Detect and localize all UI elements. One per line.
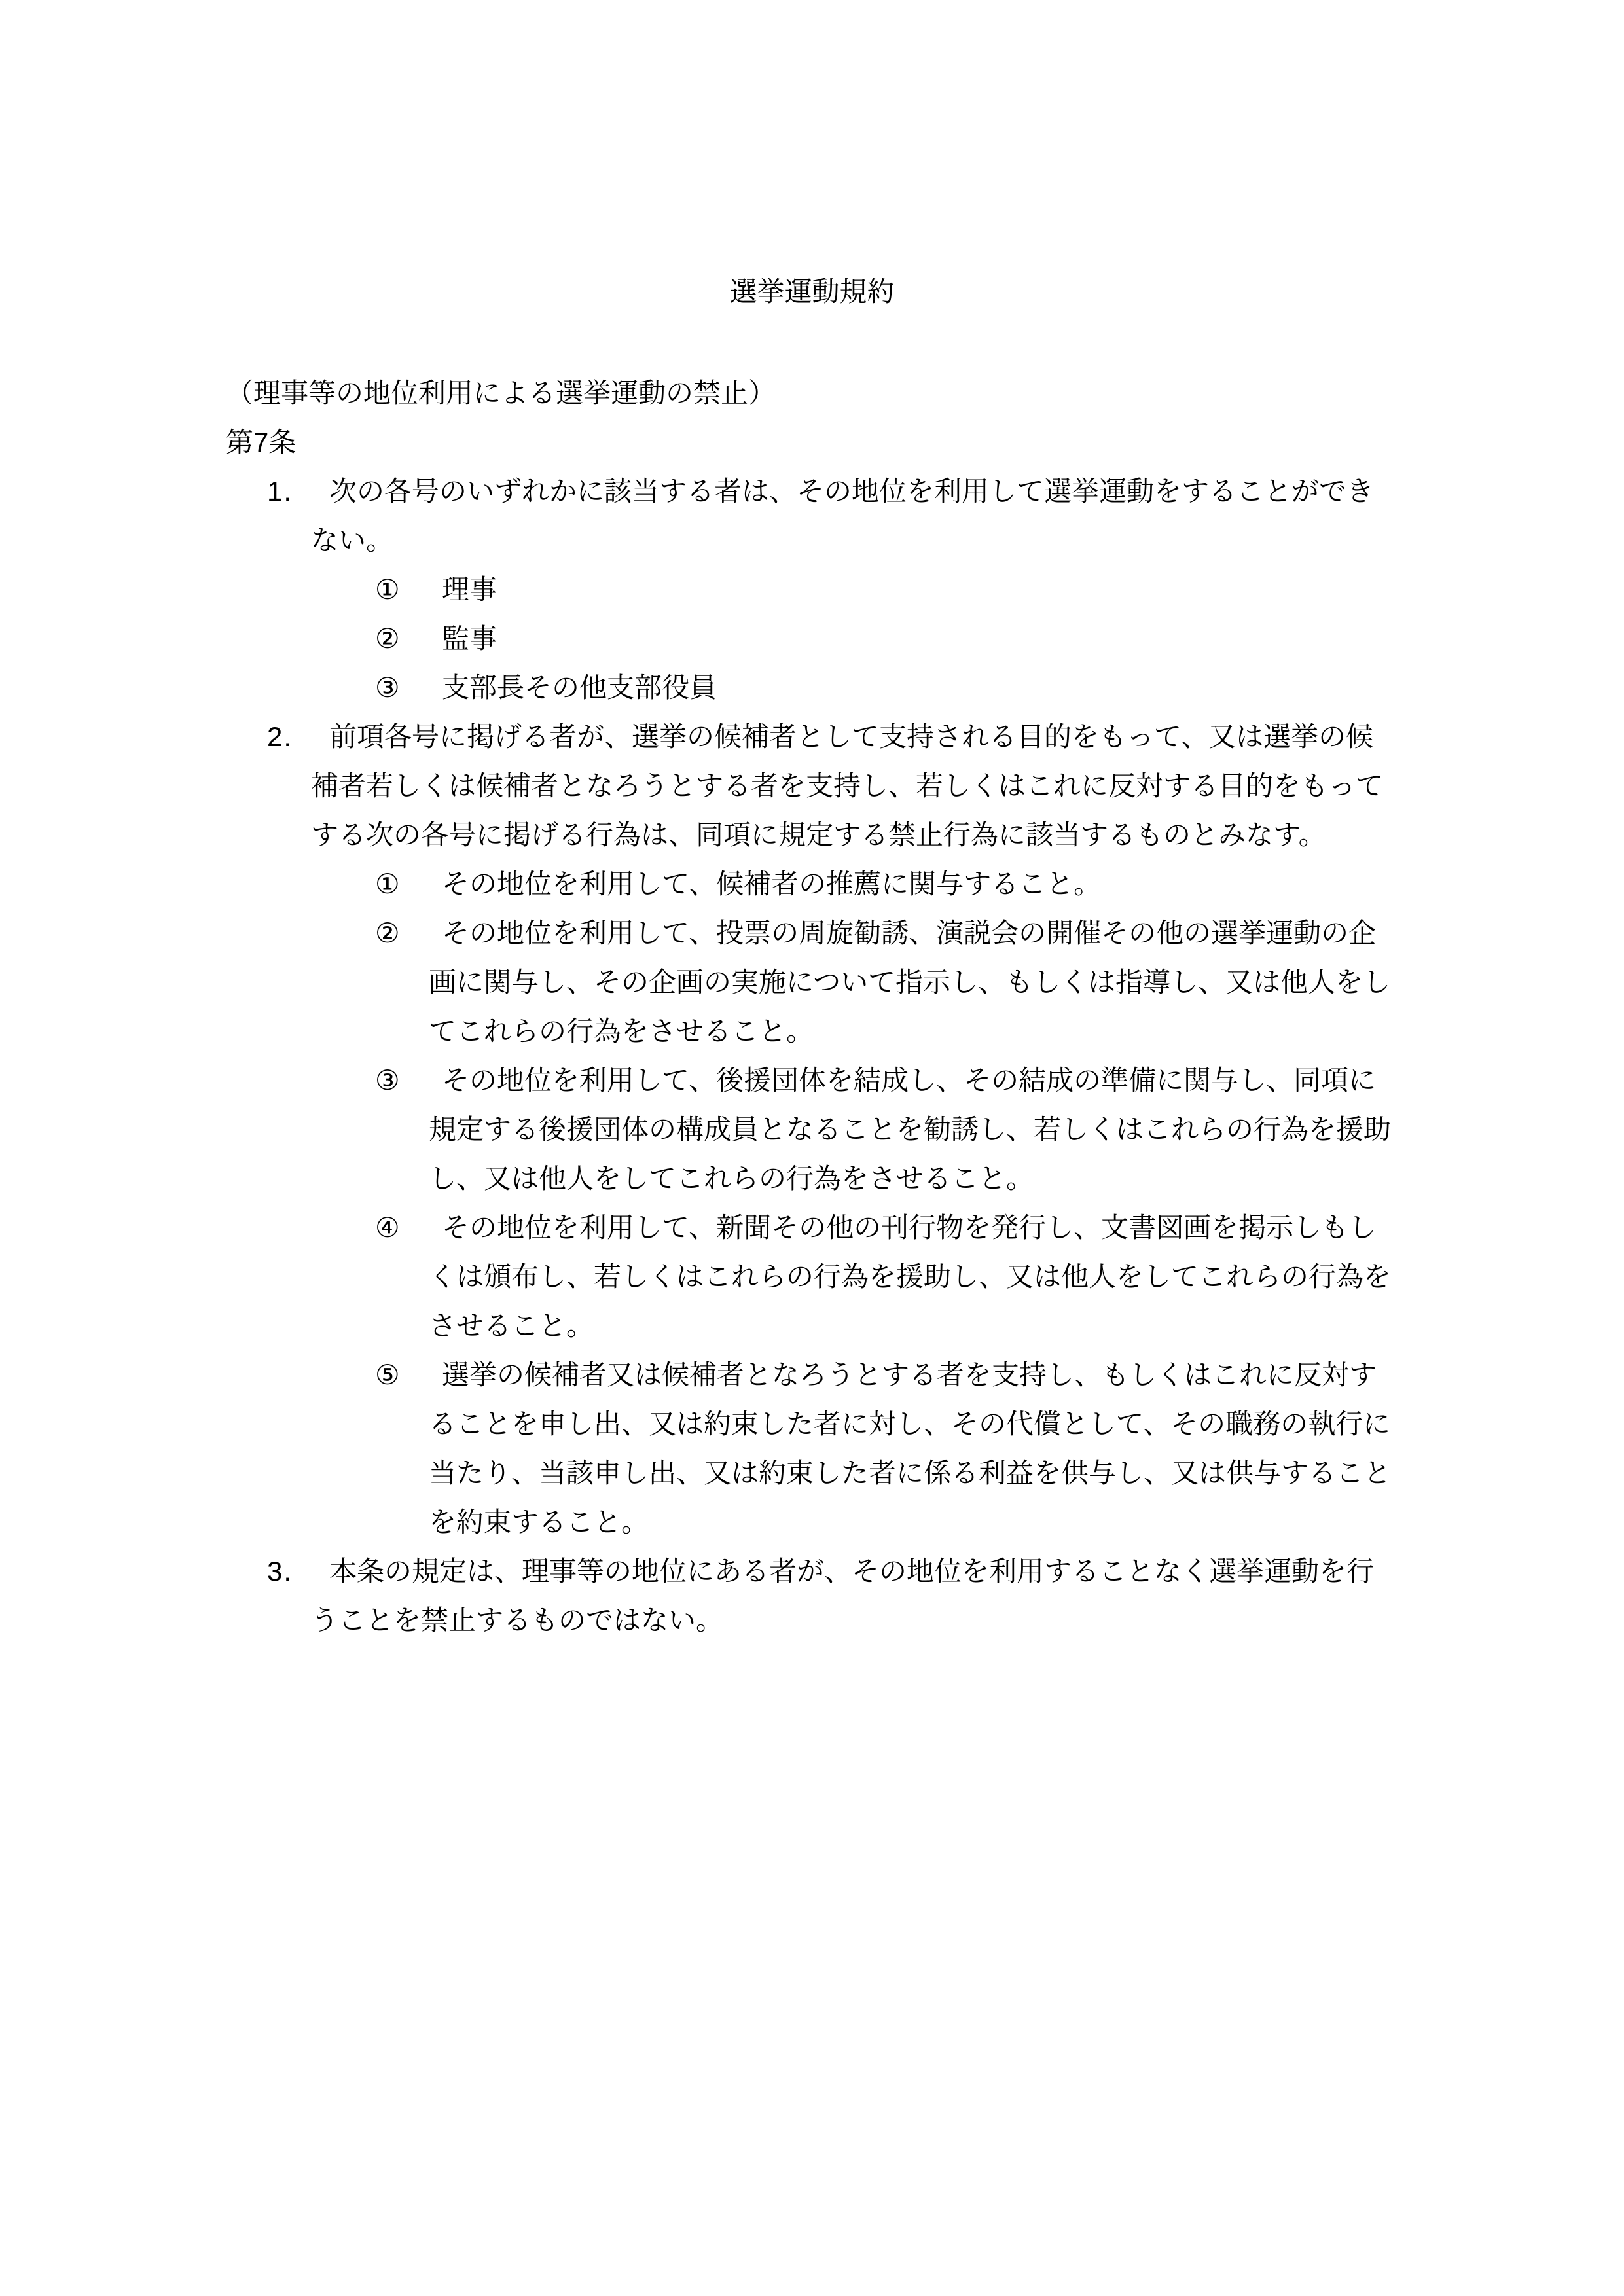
clause-2-subitem-1-text: その地位を利用して、候補者の推薦に関与すること。 [442, 869, 1102, 899]
clause-1-subitem-2 [226, 614, 1398, 663]
clause-2-text: 前項各号に掲げる者が、選挙の候補者として支持される目的をもって、又は選挙の候補者若しくは候補者となろうとする者を支持し、若しくはこれに反対する目的をもってする次の各号に掲げる行為は、同項に規定する禁止行為に該当するものとみなす。 [311, 721, 1384, 850]
clause-1-subitem-3-number: ③ [375, 672, 400, 703]
clause-2-number: 2. [267, 721, 293, 752]
clause-2-subitem-3-text: その地位を利用して、後援団体を結成し、その結成の準備に関与し、同項に規定する後援団体の構成員となることを勧誘し、若しくはこれらの行為を援助し、又は他人をしてこれらの行為をさせること。 [429, 1065, 1392, 1194]
clause-2-subitem-3-number: ③ [375, 1065, 400, 1096]
clause-2-subitem-2-text: その地位を利用して、投票の周旋勧誘、演説会の開催その他の選挙運動の企画に関与し、その企画の実施について指示し、もしくは指導し、又は他人をしてこれらの行為をさせること。 [429, 918, 1391, 1047]
clause-3-text: 本条の規定は、理事等の地位にある者が、その地位を利用することなく選挙運動を行うことを禁止するものではない。 [311, 1556, 1375, 1636]
clause-2-subitem-2 [226, 908, 1398, 1056]
clause-2-subitem-1 [226, 859, 1398, 908]
clause-1-subitem-2-number: ② [375, 623, 400, 654]
clause-2-subitem-5-number: ⑤ [375, 1359, 400, 1390]
clause-1-subitem-2-text: 監事 [442, 623, 497, 654]
article-number: 第7条 [226, 427, 297, 457]
clause-2-subitem-4-text: その地位を利用して、新聞その他の刊行物を発行し、文書図画を掲示しもしくは頒布し、若しくはこれらの行為を援助し、又は他人をしてこれらの行為をさせること。 [429, 1212, 1392, 1341]
clause-2-subitem-5 [226, 1350, 1398, 1547]
clause-2-subitem-4-number: ④ [375, 1212, 400, 1243]
clause-1-subitem-1-number: ① [375, 574, 400, 605]
section-heading: （理事等の地位利用による選挙運動の禁止） [226, 378, 776, 408]
clause-1-number: 1. [267, 476, 293, 507]
clause-1-subitem-3 [226, 663, 1398, 712]
clause-1-subitem-3-text: 支部長その他支部役員 [442, 672, 717, 703]
clause-2-subitem-5-text: 選挙の候補者又は候補者となろうとする者を支持し、もしくはこれに反対することを申し出、又は約束した者に対し、その代償として、その職務の執行に当たり、当該申し出、又は約束した者に係る利益を供与し、又は供与することを約束すること。 [429, 1359, 1392, 1537]
clause-2-subitem-2-number: ② [375, 918, 400, 948]
document-title: 選挙運動規約 [729, 276, 895, 307]
clause-2-subitem-1-number: ① [375, 869, 400, 899]
clause-3 [226, 1547, 1398, 1645]
clause-1-subitem-1-text: 理事 [442, 574, 497, 605]
clause-1-subitem-1 [226, 565, 1398, 614]
clause-1-text: 次の各号のいずれかに該当する者は、その地位を利用して選挙運動をすることができない。 [311, 476, 1375, 556]
clause-2-subitem-4 [226, 1203, 1398, 1350]
clause-3-number: 3. [267, 1556, 293, 1587]
clause-1 [226, 467, 1398, 565]
clause-2-subitem-3 [226, 1056, 1398, 1203]
clause-2 [226, 712, 1398, 859]
